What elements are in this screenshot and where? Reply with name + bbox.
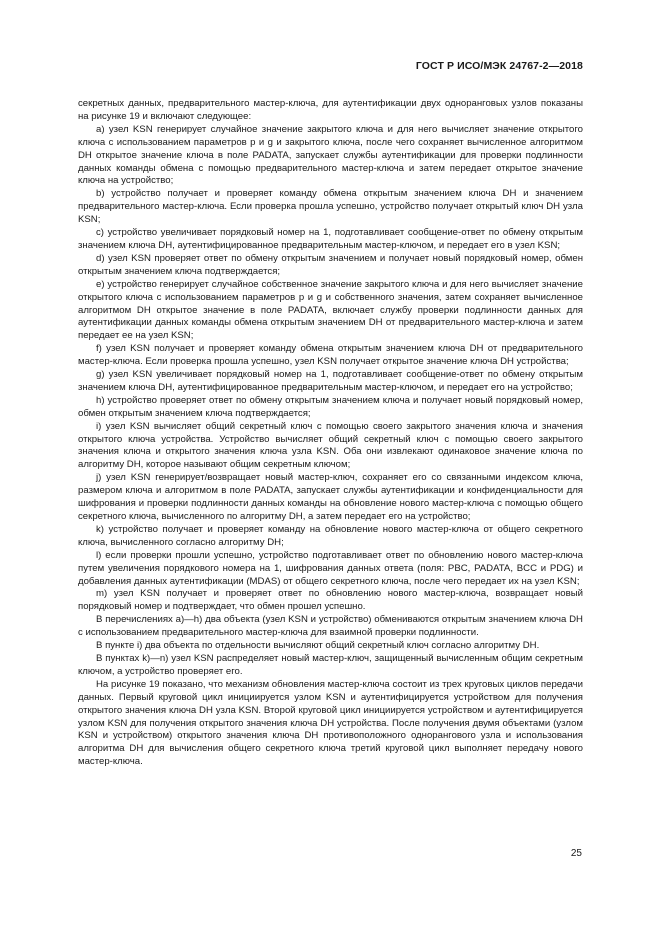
- list-item-c: c) устройство увеличивает порядковый номер на 1, подготавливает сообщение-ответ по обмену открытым значением ключа DH, аутентифицированное предварительным мастер-ключом, и передает его в узел KSN;: [78, 227, 583, 251]
- list-item-k: k) устройство получает и проверяет команду на обновление нового мастер-ключа от общего секретного ключа, вычисленного согласно алгоритму DH;: [78, 523, 583, 548]
- list-item-m: m) узел KSN получает и проверяет ответ по обновлению нового мастер-ключа, возвращает новый порядковый номер и подтверждает, что обмен прошел успешно.: [78, 588, 583, 613]
- list-item-a: a) узел KSN генерирует случайное значение закрытого ключа и для него вычисляет значение открытого ключа с использованием параметров p и g и закрытого ключа, после чего сохраняет вычисленное алгоритмом DH открытое значение ключа в поле PADATA, запускает службы аутентификации для проверки подлинности данных команды обмена с помощью предварительного мастер-ключа и затем передает открытое значение ключа на устройство;: [78, 123, 583, 187]
- list-item-d: d) узел KSN проверяет ответ по обмену открытым значением и получает новый порядковый номер, обмен открытым значением ключа подтверждается;: [78, 252, 583, 277]
- list-item-f: f) узел KSN получает и проверяет команду обмена открытым значением ключа DH от предварительного мастер-ключа. Если проверка прошла успешно, узел KSN получает открытое значение ключа DH устройства;: [78, 343, 583, 368]
- list-item-e: e) устройство генерирует случайное собственное значение закрытого ключа и для него вычисляет значение открытого ключа с использованием параметров p и g и собственного значения, затем сохраняет вычисленное алгоритмом DH открытое значение в поле PADATA, включает службу проверки подлинности данных для аутентификации данных команды обмена открытым значением DH от предварительного мастер-ключа и затем передает ее на узел KSN;: [78, 278, 583, 342]
- paragraph-figure-19: На рисунке 19 показано, что механизм обновления мастер-ключа состоит из трех круговых циклов передачи данных. Первый круговой цикл инициируется узлом KSN и аутентифицируется устройством для получения открытого значения ключа DH узла KSN. Второй круговой цикл инициируется устройством и аутентифицируется узлом KSN для получения открытого значения ключа DH устройства. После получения двумя объектами (узлом KSN и устройством) открытого значения ключа DH противоположного однорангового узла и использования алгоритма DH для вычисления общего секретного ключа третий круговой цикл выполняет передачу нового мастер-ключа.: [78, 678, 583, 768]
- list-item-l: l) если проверки прошли успешно, устройство подготавливает ответ по обновлению нового мастер-ключа путем увеличения порядкового номера на 1, шифрования данных ответа (поля: PBC, PADATA, BCC и PDG) и добавления данных аутентификации (MDAS) от общего секретного ключа, после чего передает их на узел KSN;: [78, 549, 583, 587]
- standard-header: ГОСТ Р ИСО/МЭК 24767-2—2018: [415, 60, 583, 72]
- list-item-h: h) устройство проверяет ответ по обмену открытым значением ключа и получает новый порядковый номер, обмен открытым значением ключа подтверждается;: [78, 394, 583, 419]
- list-item-g: g) узел KSN увеличивает порядковый номер на 1, подготавливает сообщение-ответ по обмену открытым значением ключа DH, аутентифицированное предварительным мастер-ключом, и передает его на устройство;: [78, 369, 583, 393]
- page-number: 25: [570, 848, 582, 859]
- document-body: [78, 98, 583, 769]
- paragraph-summary-a-h: В перечислениях a)—h) два объекта (узел KSN и устройство) обмениваются открытым значением ключа DH с использованием предварительного мастер-ключа для взаимной проверки подлинности.: [78, 614, 583, 639]
- list-item-b: b) устройство получает и проверяет команду обмена открытым значением ключа DH и значением предварительного мастер-ключа. Если проверка прошла успешно, устройство получает открытый ключ DH узла KSN;: [78, 188, 583, 226]
- paragraph-summary-i: В пункте i) два объекта по отдельности вычисляют общий секретный ключ согласно алгоритму DH.: [96, 640, 540, 652]
- list-item-j: j) узел KSN генерирует/возвращает новый мастер-ключ, сохраняет его со связанными индексом ключа, размером ключа и алгоритмом в поле PADATA, запускает службы аутентификации и конфиденциальности для шифрования и проверки подлинности данных команды на обновление нового мастер-ключа с помощью общего секретного ключа, вычисленного по алгоритму DH, а затем передает его на устройство;: [78, 472, 583, 522]
- paragraph-intro: секретных данных, предварительного мастер-ключа, для аутентификации двух одноранговых узлов показаны на рисунке 19 и включают следующее:: [78, 98, 583, 122]
- list-item-i: i) узел KSN вычисляет общий секретный ключ с помощью своего закрытого значения ключа и значения открытого ключа устройства. Устройство вычисляет общий секретный ключ с помощью своего закрытого значения ключа и открытого значения ключа узла KSN. Оба они извлекают одинаковое значение ключа по алгоритму DH, которое называют общим секретным ключом;: [78, 420, 583, 471]
- paragraph-summary-k-n: В пунктах k)—n) узел KSN распределяет новый мастер-ключ, защищенный вычисленным общим секретным ключом, а устройство проверяет его.: [78, 652, 583, 677]
